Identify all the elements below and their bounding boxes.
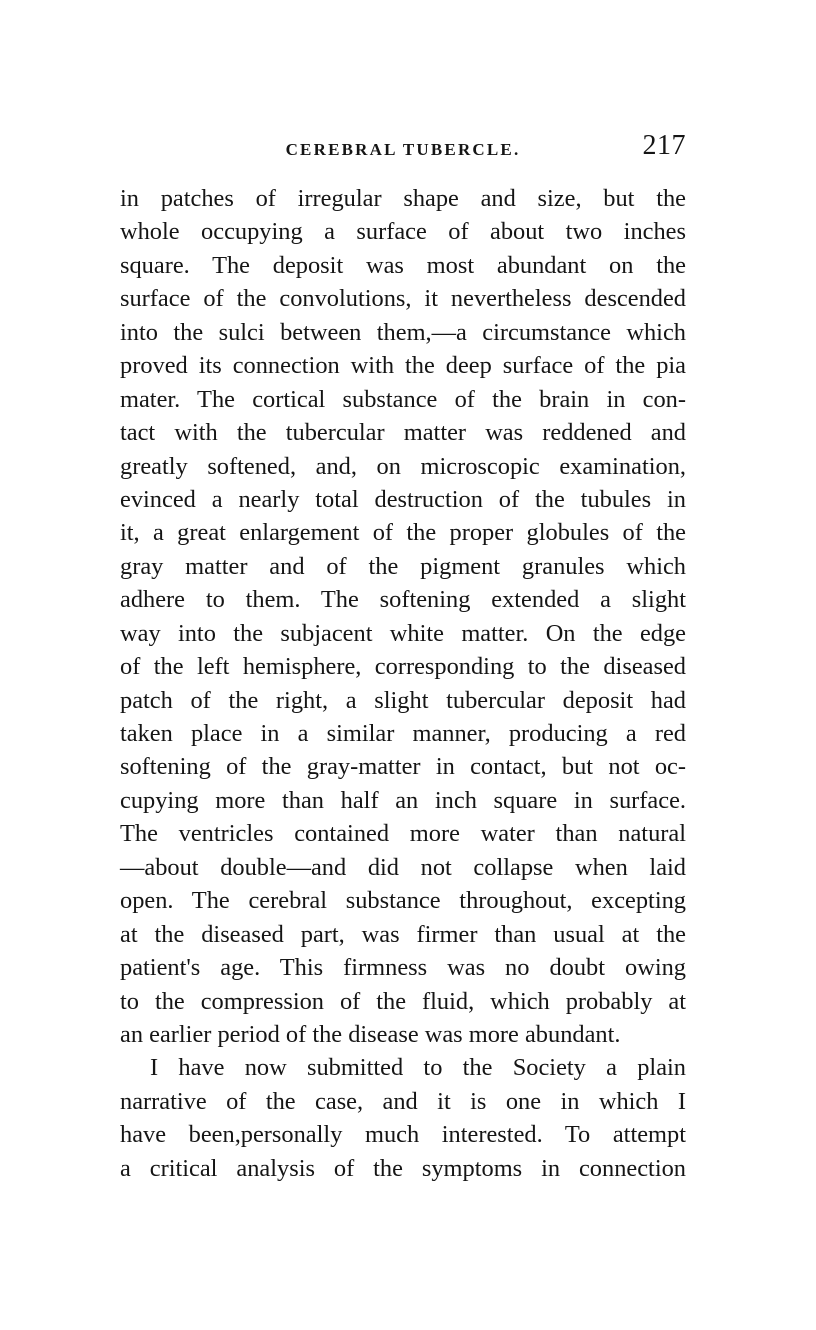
- text-line: proved its connection with the deep surface of the pia: [120, 352, 686, 380]
- text-line: patient's age. This firmness was no doubt owing: [120, 954, 686, 982]
- paragraph-start-line: I have now submitted to the Society a plain: [150, 1054, 686, 1082]
- text-line: tact with the tubercular matter was reddened and: [120, 419, 686, 447]
- text-line: evinced a nearly total destruction of the tubules in: [120, 485, 686, 513]
- text-line: adhere to them. The softening extended a slight: [120, 586, 686, 614]
- text-line: to the compression of the fluid, which probably at: [120, 987, 686, 1015]
- text-line: it, a great enlargement of the proper globules of the: [120, 519, 686, 547]
- text-line: a critical analysis of the symptoms in connection: [120, 1154, 686, 1182]
- text-line: mater. The cortical substance of the brain in con-: [120, 385, 686, 413]
- paragraph-end-line: an earlier period of the disease was more abundant.: [120, 1020, 621, 1048]
- text-line: —about double—and did not collapse when laid: [120, 853, 686, 881]
- text-line: in patches of irregular shape and size, but the: [120, 185, 686, 212]
- text-line: into the sulci between them,—a circumstance which: [120, 318, 686, 346]
- text-line: have been,personally much interested. To attempt: [120, 1121, 686, 1149]
- text-line: narrative of the case, and it is one in which I: [120, 1087, 686, 1115]
- running-title: CEREBRAL TUBERCLE.: [285, 140, 521, 159]
- text-line: gray matter and of the pigment granules which: [120, 552, 686, 580]
- text-line: square. The deposit was most abundant on the: [120, 251, 686, 279]
- text-line: surface of the convolutions, it nevertheless descended: [120, 285, 686, 313]
- running-head: [120, 128, 686, 168]
- text-line: softening of the gray-matter in contact, but not oc-: [120, 753, 686, 781]
- text-line: of the left hemisphere, corresponding to the diseased: [120, 653, 686, 681]
- text-line: at the diseased part, was firmer than usual at the: [120, 920, 686, 948]
- text-line: greatly softened, and, on microscopic examination,: [120, 452, 686, 480]
- page-number: 217: [642, 130, 686, 161]
- text-line: open. The cerebral substance throughout, excepting: [120, 887, 686, 915]
- text-line: The ventricles contained more water than natural: [120, 820, 686, 848]
- text-line: patch of the right, a slight tubercular deposit had: [120, 686, 686, 714]
- text-line: way into the subjacent white matter. On the edge: [120, 619, 686, 647]
- body-text: [120, 182, 686, 1185]
- text-line: taken place in a similar manner, producing a red: [120, 720, 686, 747]
- text-line: cupying more than half an inch square in surface.: [120, 786, 686, 814]
- text-line: whole occupying a surface of about two inches: [120, 218, 686, 246]
